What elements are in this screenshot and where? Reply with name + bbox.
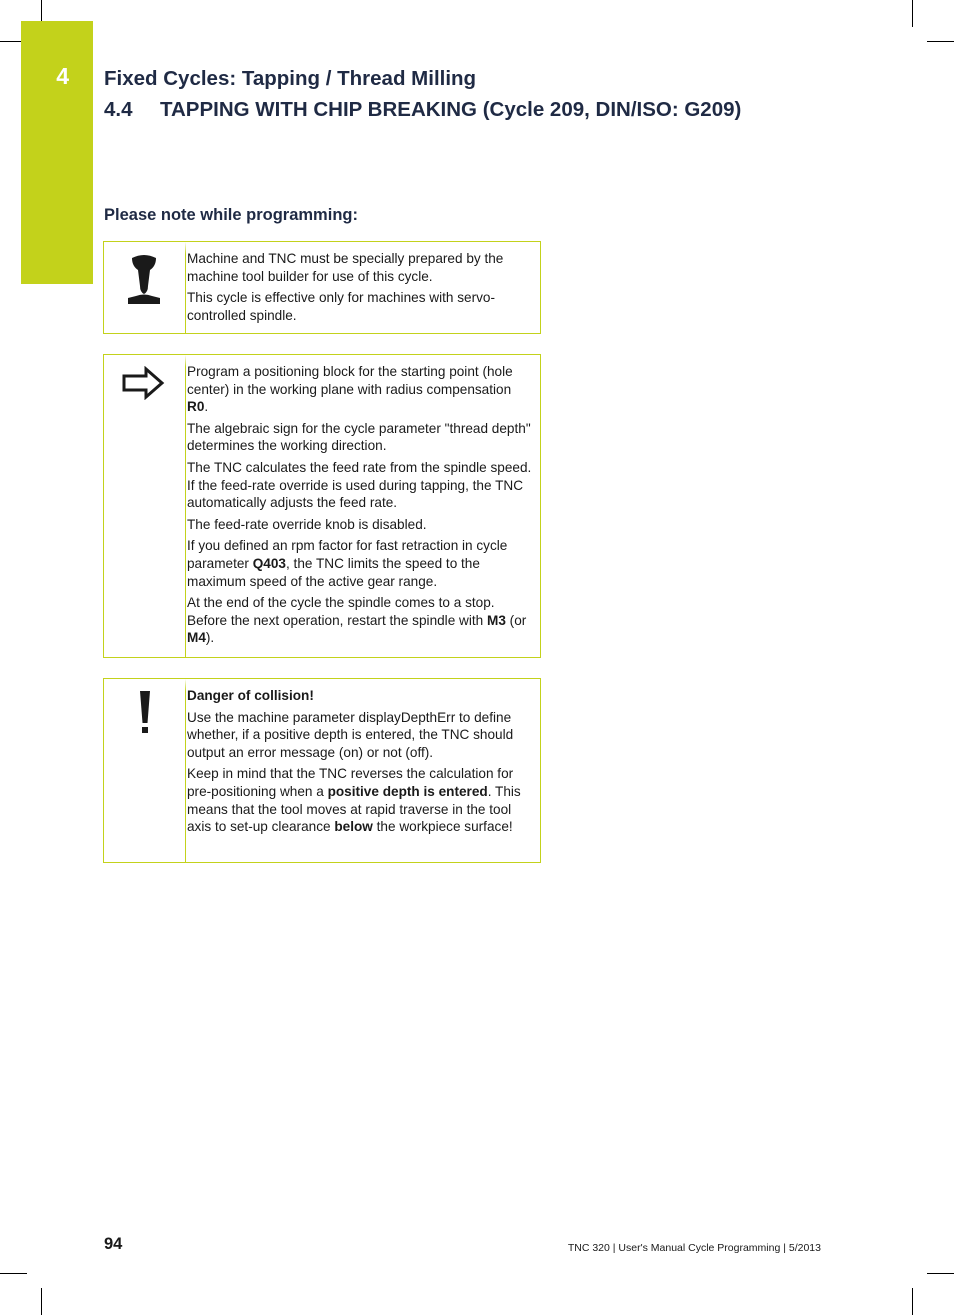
machine-spindle-icon bbox=[124, 252, 164, 308]
note-paragraph bbox=[187, 765, 532, 835]
text-run: (or bbox=[505, 612, 527, 628]
note-icon-column bbox=[104, 242, 186, 333]
text-run: . bbox=[204, 399, 209, 415]
crop-mark bbox=[912, 0, 913, 27]
programming-note bbox=[103, 354, 541, 658]
text-run: Program a positioning block for the starting point (hole center) in the working plane with radius compensation bbox=[187, 364, 513, 397]
note-paragraph bbox=[187, 594, 532, 647]
note-paragraph: The TNC calculates the feed rate from the spindle speed. If the feed-rate override is used during tapping, the TNC automatically adjusts the feed rate. bbox=[187, 459, 532, 511]
exclamation-icon bbox=[138, 691, 152, 737]
note-title bbox=[187, 687, 532, 705]
danger-note bbox=[103, 678, 541, 863]
note-paragraph bbox=[187, 363, 532, 416]
code-m4: M4 bbox=[187, 630, 206, 646]
section-title bbox=[104, 98, 741, 122]
note-icon-column bbox=[104, 355, 186, 657]
text-run: , the TNC limits the speed to the maximum speed of the active gear range. bbox=[187, 555, 480, 589]
crop-mark bbox=[0, 1273, 27, 1274]
text-run: the workpiece surface! bbox=[372, 819, 513, 835]
code-m3: M3 bbox=[487, 612, 506, 628]
crop-mark bbox=[927, 1273, 954, 1274]
code-q403: Q403 bbox=[252, 555, 286, 571]
note-text bbox=[187, 250, 532, 328]
section-title-text: TAPPING WITH CHIP BREAKING (Cycle 209, DIN/ISO: G209) bbox=[160, 98, 742, 121]
note-paragraph: The feed-rate override knob is disabled. bbox=[187, 516, 427, 532]
chapter-tab bbox=[21, 21, 93, 284]
text-run: At the end of the cycle the spindle comes to a stop. Before the next operation, restart the spindle with bbox=[187, 595, 495, 628]
emphasis: positive depth is entered bbox=[327, 783, 488, 799]
code-r0: R0 bbox=[187, 399, 205, 415]
crop-mark bbox=[41, 1288, 42, 1315]
arrow-right-icon bbox=[122, 366, 166, 400]
machine-note bbox=[103, 241, 541, 334]
section-number: 4.4 bbox=[104, 98, 133, 121]
note-paragraph: The algebraic sign for the cycle parameter "thread depth" determines the working direction. bbox=[187, 420, 531, 454]
note-paragraph: This cycle is effective only for machines with servo-controlled spindle. bbox=[187, 290, 495, 323]
text-run: . This means that the tool moves at rapid traverse in the tool axis to set-up clearance bbox=[187, 783, 521, 835]
note-paragraph: Use the machine parameter displayDepthErr to define whether, if a positive depth is entered, the TNC should output an error message (on) or not (off). bbox=[187, 709, 514, 760]
note-paragraph bbox=[187, 537, 532, 590]
note-text bbox=[187, 687, 532, 840]
text-run: Keep in mind that the TNC reverses the calculation for pre-positioning when a bbox=[187, 766, 514, 799]
crop-mark bbox=[927, 41, 954, 42]
text-run: ). bbox=[205, 630, 215, 646]
note-text bbox=[187, 363, 532, 651]
subheading: Please note while programming: bbox=[104, 206, 358, 224]
footer-text: TNC 320 | User's Manual Cycle Programming | 5/2013 bbox=[567, 1242, 821, 1254]
chapter-number: 4 bbox=[56, 63, 69, 89]
emphasis: below bbox=[334, 819, 373, 835]
danger-title: Danger of collision! bbox=[187, 688, 314, 703]
note-paragraph: Machine and TNC must be specially prepared by the machine tool builder for use of this cycle. bbox=[187, 251, 504, 284]
page-number: 94 bbox=[104, 1235, 123, 1253]
chapter-title: Fixed Cycles: Tapping / Thread Milling bbox=[104, 67, 477, 90]
note-icon-column bbox=[104, 679, 186, 862]
text-run: If you defined an rpm factor for fast retraction in cycle parameter bbox=[187, 538, 508, 571]
crop-mark bbox=[912, 1288, 913, 1315]
